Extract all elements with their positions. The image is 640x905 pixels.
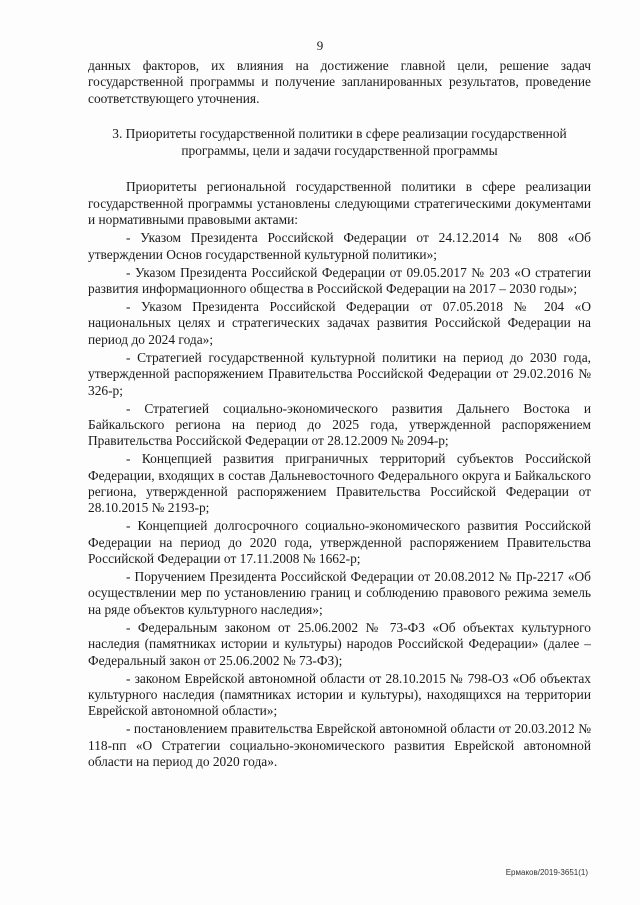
list-item: - законом Еврейской автономной области от 28.10.2015 № 798-ОЗ «Об объектах культурного наследия (памятниках истории и культуры), находящихся на территории Еврейской автономной области»;: [88, 670, 591, 719]
list-item: - Указом Президента Российской Федерации от 07.05.2018 № 204 «О национальных целях и стратегических задачах развития Российской Федерации на период до 2024 года»;: [88, 299, 591, 347]
list-item: - Федеральным законом от 25.06.2002 № 73-ФЗ «Об объектах культурного наследия (памятниках истории и культуры) народов Российской Федерации» (далее – Федеральный закон от 25.06.2002 № 73-ФЗ);: [88, 619, 591, 668]
list-item: - Указом Президента Российской Федерации от 24.12.2014 № 808 «Об утверждении Основ государственной культурной политики»;: [88, 230, 591, 262]
page-number: 9: [316, 38, 324, 53]
list-item: - постановлением правительства Еврейской автономной области от 20.03.2012 № 118-пп «О Стратегии социально-экономического развития Еврейской автономной области на период до 2020 года».: [88, 721, 591, 770]
list-item: - Концепцией развития приграничных территорий субъектов Российской Федерации, входящих в состав Дальневосточного Федерального округа и Байкальского региона, утвержденной распоряжением Правительства Российской Федерации от 28.10.2015 № 2193-р;: [88, 451, 591, 516]
section-heading: 3. Приоритеты государственной политики в сфере реализации государственной программы, цели и задачи государственной программы: [112, 126, 567, 159]
list-item: - Концепцией долгосрочного социально-экономического развития Российской Федерации на период до 2020 года, утвержденной распоряжением Правительства Российской Федерации от 17.11.2008 № 1662-р;: [88, 518, 591, 567]
list-item: - Стратегией государственной культурной политики на период до 2030 года, утвержденной распоряжением Правительства Российской Федерации от 29.02.2016 № 326-р;: [88, 349, 591, 398]
list-item: - Стратегией социально-экономического развития Дальнего Востока и Байкальского региона на период до 2025 года, утвержденной распоряжением Правительства Российской Федерации от 28.12.2009 № 2094-р;: [88, 400, 591, 449]
document-body: [88, 58, 591, 772]
continuation-paragraph: данных факторов, их влияния на достижение главной цели, решение задач государственной программы и получение запланированных результатов, проведение соответствующего уточнения.: [88, 58, 591, 106]
intro-paragraph: Приоритеты региональной государственной политики в сфере реализации государственной программы установлены следующими стратегическими документами и нормативными правовыми актами:: [88, 179, 591, 228]
list-item: - Поручением Президента Российской Федерации от 20.08.2012 № Пр-2217 «Об осуществлении мер по установлению границ и соблюдению правового режима земель на ряде объектов культурного наследия»;: [88, 569, 591, 617]
list-item: - Указом Президента Российской Федерации от 09.05.2017 № 203 «О стратегии развития информационного общества в Российской Федерации на 2017 – 2030 годы»;: [88, 264, 591, 297]
document-code: Ермаков/2019-3651(1): [505, 868, 588, 877]
